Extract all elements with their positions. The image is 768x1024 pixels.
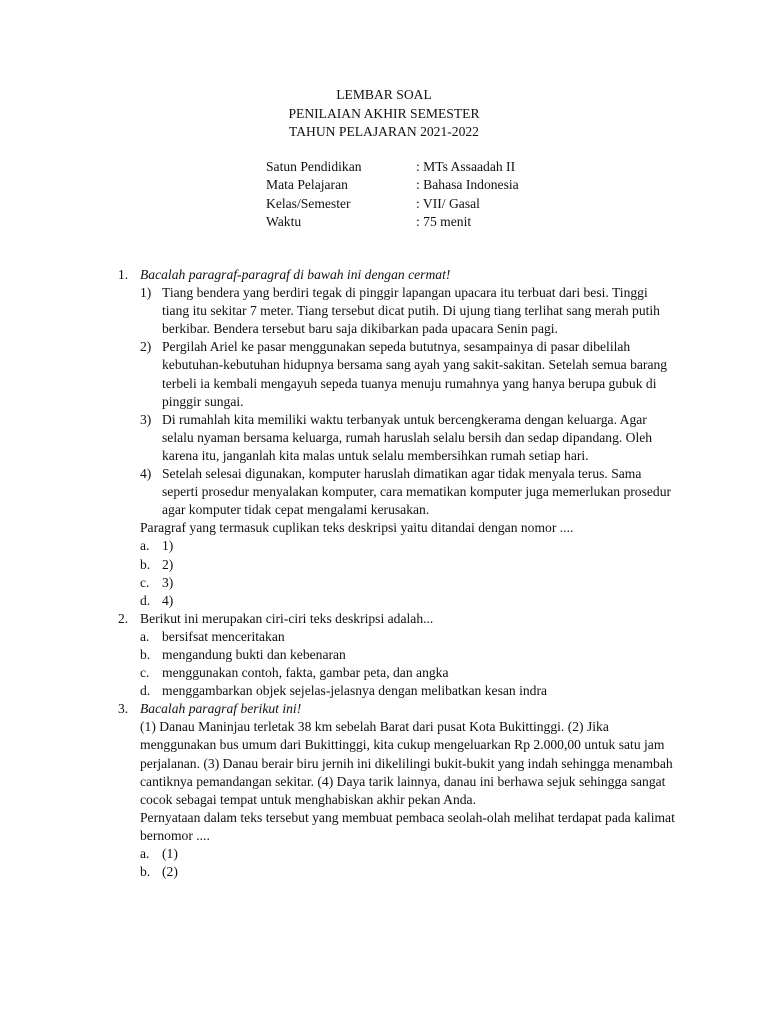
document-header — [0, 86, 768, 142]
question-number: 3. — [118, 701, 129, 717]
option-letter: c. — [140, 574, 150, 590]
header-subtitle: PENILAIAN AKHIR SEMESTER — [288, 105, 480, 121]
paragraph-number: 2) — [140, 339, 152, 355]
answer-option — [140, 537, 678, 555]
answer-option — [140, 574, 678, 592]
option-letter: b. — [140, 864, 151, 880]
info-label: Satun Pendidikan — [266, 159, 362, 174]
option-text: menggambarkan objek sejelas-jelasnya dengan melibatkan kesan indra — [162, 683, 548, 699]
paragraph-text: Di rumahlah kita memiliki waktu terbanyak untuk bercengkerama dengan keluarga. Agar selalu nyaman bersama keluarga, rumah haruslah selalu bersih dan sedap dipandang. Oleh karena itu, janganlah kita malas untuk selalu membersihkan rumah setiap hari. — [162, 411, 653, 463]
option-letter: d. — [140, 592, 151, 608]
answer-option — [140, 863, 678, 881]
paragraph-item — [140, 284, 678, 338]
exam-info — [266, 158, 519, 231]
info-row-class — [266, 195, 519, 213]
info-label: Waktu — [266, 213, 302, 229]
option-text: (1) — [162, 846, 178, 861]
option-letter: a. — [140, 538, 150, 554]
info-value: : Bahasa Indonesia — [416, 177, 519, 193]
option-text: 1) — [162, 538, 174, 554]
question-number: 2. — [118, 610, 129, 626]
info-value: : VII/ Gasal — [416, 195, 480, 211]
answer-option — [140, 682, 678, 700]
question-text: Pernyataan dalam teks tersebut yang membuat pembaca seolah-olah melihat terdapat pada kalimat bernomor .... — [140, 809, 675, 843]
question-1 — [118, 266, 678, 610]
question-number: 1. — [118, 267, 129, 282]
info-label: Mata Pelajaran — [266, 177, 348, 193]
paragraph-item — [140, 338, 678, 410]
answer-option — [140, 845, 678, 863]
question-list — [118, 266, 678, 881]
option-text: mengandung bukti dan kebenaran — [162, 646, 346, 662]
option-letter: b. — [140, 646, 151, 662]
info-value: : 75 menit — [416, 213, 472, 229]
answer-option — [140, 592, 678, 610]
option-text: 3) — [162, 574, 174, 590]
header-year: TAHUN PELAJARAN 2021-2022 — [289, 124, 479, 139]
paragraph-text: Setelah selesai digunakan, komputer haruslah dimatikan agar tidak menyala terus. Sama seperti prosedur menyalakan komputer, cara mematikan komputer juga memerlukan prosedur agar komputer tidak cepat mengalami kerusakan. — [162, 466, 672, 518]
answer-option — [140, 646, 678, 664]
option-text: 4) — [162, 592, 174, 608]
question-text: Berikut ini merupakan ciri-ciri teks deskripsi adalah... — [140, 610, 434, 626]
paragraph-text: Tiang bendera yang berdiri tegak di pinggir lapangan upacara itu terbuat dari besi. Tinggi tiang itu sekitar 7 meter. Tiang tersebut dicat putih. Di ujung tiang terlihat sang merah putih berkibar. Bendera tersebut baru saja dikibarkan pada upacara Senin pagi. — [162, 285, 660, 337]
answer-option — [140, 664, 678, 682]
option-letter: a. — [140, 846, 150, 861]
reading-passage: (1) Danau Maninjau terletak 38 km sebelah Barat dari pusat Kota Bukittinggi. (2) Jika menggunakan bus umum dari Bukittinggi, kita cukup mengeluarkan Rp 2.000,00 untuk satu jam perjalanan. (3) Danau berair biru jernih ini dikelilingi bukit-bukit yang indah sehingga menambah cantiknya pemandangan sekitar. (4) Daya tarik lainnya, danau ini berhawa sejuk sehingga sangat cocok sebagai tempat untuk menghabiskan akhir pekan Anda. — [140, 719, 673, 807]
paragraph-number: 3) — [140, 411, 152, 427]
option-letter: c. — [140, 665, 150, 681]
option-text: 2) — [162, 556, 174, 572]
question-2 — [118, 610, 678, 700]
paragraph-number: 1) — [140, 285, 152, 301]
info-label: Kelas/Semester — [266, 195, 351, 211]
info-row-time — [266, 213, 519, 231]
option-text: bersifsat menceritakan — [162, 628, 285, 644]
option-letter: d. — [140, 683, 151, 699]
paragraph-item — [140, 465, 678, 519]
question-instruction: Bacalah paragraf berikut ini! — [140, 701, 302, 717]
option-letter: b. — [140, 556, 151, 572]
question-instruction: Bacalah paragraf-paragraf di bawah ini dengan cermat! — [140, 267, 451, 282]
option-text: (2) — [162, 864, 178, 880]
header-title: LEMBAR SOAL — [336, 87, 432, 102]
info-row-school — [266, 158, 519, 176]
answer-option — [140, 556, 678, 574]
question-3 — [118, 700, 678, 881]
question-text: Paragraf yang termasuk cuplikan teks deskripsi yaitu ditandai dengan nomor .... — [140, 520, 574, 536]
option-letter: a. — [140, 628, 150, 644]
info-value: : MTs Assaadah II — [416, 159, 516, 174]
option-text: menggunakan contoh, fakta, gambar peta, dan angka — [162, 665, 449, 681]
paragraph-item — [140, 411, 678, 465]
answer-option — [140, 628, 678, 646]
paragraph-number: 4) — [140, 466, 152, 482]
info-row-subject — [266, 176, 519, 194]
paragraph-text: Pergilah Ariel ke pasar menggunakan sepeda bututnya, sesampainya di pasar dibelilah kebutuhan-kebutuhan hidupnya bersama sang ayah yang sakit-sakitan. Setelah semua barang terbeli ia kembali mengayuh sepeda tuanya menuju rumahnya yang hanya berupa gubuk di pinggir sungai. — [162, 339, 668, 409]
